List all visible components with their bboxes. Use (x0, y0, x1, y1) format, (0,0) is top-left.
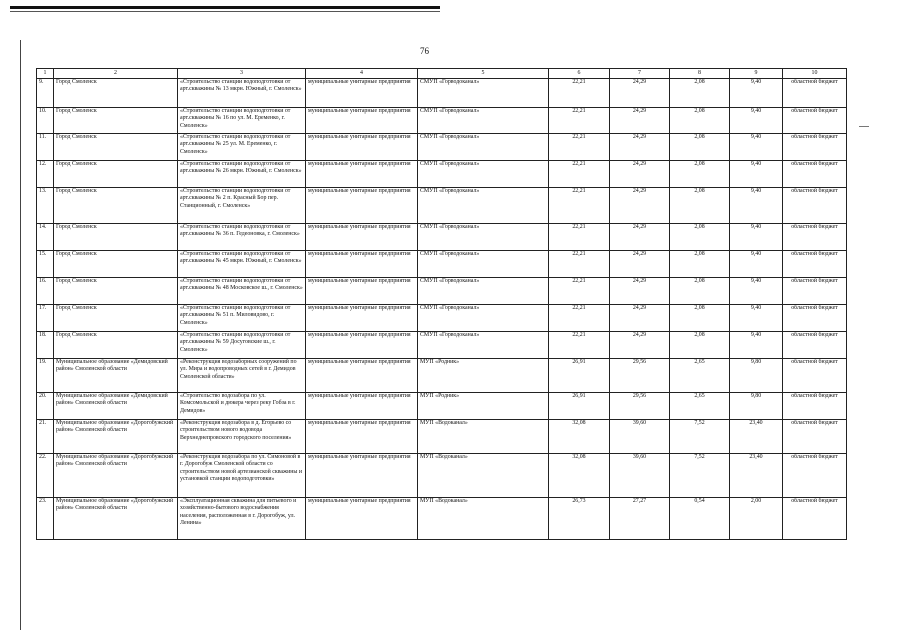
row-number: 11. (37, 134, 54, 161)
row-number: 16. (37, 278, 54, 305)
value-cell-7: 27,27 (610, 498, 670, 540)
object-cell: «Строительство станции водоподготовки от арт.скважины № 25 ул. М. Еременко, г. Смоленск» (178, 134, 306, 161)
value-cell-7: 24,29 (610, 108, 670, 134)
territory-cell: Муниципальное образование «Демидовский район» Смоленской области (54, 359, 178, 393)
territory-cell: Город Смоленск (54, 251, 178, 278)
header-cell: 4 (306, 69, 418, 79)
value-cell-9: 23,40 (730, 454, 783, 498)
header-row (37, 69, 847, 79)
territory-cell: Город Смоленск (54, 332, 178, 359)
value-cell-6: 22,21 (549, 134, 610, 161)
binding-line (20, 40, 21, 630)
org-type-cell: муниципальные унитарные предприятия (306, 332, 418, 359)
value-cell-9: 9,40 (730, 79, 783, 108)
org-type-cell: муниципальные унитарные предприятия (306, 188, 418, 224)
object-cell: «Строительство станции водоподготовки от арт.скважины № 48 Московское ш., г. Смоленск» (178, 278, 306, 305)
territory-cell: Муниципальное образование «Дорогобужский район» Смоленской области (54, 420, 178, 454)
table-row (37, 161, 847, 188)
value-cell-8: 7,52 (670, 420, 730, 454)
territory-cell: Город Смоленск (54, 278, 178, 305)
value-cell-7: 29,56 (610, 359, 670, 393)
value-cell-7: 24,29 (610, 305, 670, 332)
territory-cell: Город Смоленск (54, 134, 178, 161)
organization-cell: СМУП «Горводоканал» (418, 224, 549, 251)
header-cell: 10 (783, 69, 847, 79)
header-cell: 6 (549, 69, 610, 79)
value-cell-9: 9,40 (730, 251, 783, 278)
value-cell-8: 2,08 (670, 188, 730, 224)
org-type-cell: муниципальные унитарные предприятия (306, 454, 418, 498)
territory-cell: Город Смоленск (54, 79, 178, 108)
object-cell: «Реконструкция водозабора в д. Егорьево со строительством нового водовода Верхнеднепровского городского поселения» (178, 420, 306, 454)
territory-cell: Муниципальное образование «Дорогобужский район» Смоленской области (54, 454, 178, 498)
organization-cell: СМУП «Горводоканал» (418, 79, 549, 108)
value-cell-9: 9,40 (730, 134, 783, 161)
organization-cell: МУП «Родник» (418, 359, 549, 393)
table-row (37, 224, 847, 251)
value-cell-8: 2,08 (670, 224, 730, 251)
header-cell: 9 (730, 69, 783, 79)
row-number: 22. (37, 454, 54, 498)
table-row (37, 454, 847, 498)
funding-source-cell: областной бюджет (783, 420, 847, 454)
object-cell: «Реконструкция водозабора по ул. Симоновой в г. Дорогобуж Смоленской области со строительством новой артезианской скважины и установкой станции водоподготовки» (178, 454, 306, 498)
organization-cell: СМУП «Горводоканал» (418, 305, 549, 332)
territory-cell: Город Смоленск (54, 161, 178, 188)
object-cell: «Строительство станции водоподготовки от арт.скважины № 45 мкрн. Южный, г. Смоленск» (178, 251, 306, 278)
table-row (37, 332, 847, 359)
scan-edge-line (10, 11, 440, 12)
object-cell: «Строительство станции водоподготовки от арт.скважины № 36 п. Гедеоновка, г. Смоленск» (178, 224, 306, 251)
funding-source-cell: областной бюджет (783, 359, 847, 393)
territory-cell: Город Смоленск (54, 305, 178, 332)
org-type-cell: муниципальные унитарные предприятия (306, 305, 418, 332)
header-cell: 1 (37, 69, 54, 79)
org-type-cell: муниципальные унитарные предприятия (306, 108, 418, 134)
organization-cell: МУП «Водоканал» (418, 498, 549, 540)
row-number: 14. (37, 224, 54, 251)
page-number: 76 (420, 46, 429, 56)
organization-cell: СМУП «Горводоканал» (418, 251, 549, 278)
value-cell-6: 26,73 (549, 498, 610, 540)
row-number: 21. (37, 420, 54, 454)
value-cell-6: 22,21 (549, 161, 610, 188)
org-type-cell: муниципальные унитарные предприятия (306, 498, 418, 540)
row-number: 15. (37, 251, 54, 278)
table-row (37, 108, 847, 134)
organization-cell: МУП «Родник» (418, 393, 549, 420)
value-cell-8: 2,08 (670, 79, 730, 108)
org-type-cell: муниципальные унитарные предприятия (306, 359, 418, 393)
organization-cell: МУП «Водоканал» (418, 420, 549, 454)
funding-source-cell: областной бюджет (783, 188, 847, 224)
table-row (37, 498, 847, 540)
value-cell-9: 9,80 (730, 393, 783, 420)
row-number: 12. (37, 161, 54, 188)
funding-source-cell: областной бюджет (783, 134, 847, 161)
value-cell-6: 22,21 (549, 224, 610, 251)
row-number: 23. (37, 498, 54, 540)
row-number: 18. (37, 332, 54, 359)
value-cell-7: 24,29 (610, 188, 670, 224)
territory-cell: Город Смоленск (54, 108, 178, 134)
value-cell-6: 22,21 (549, 79, 610, 108)
value-cell-8: 7,52 (670, 454, 730, 498)
value-cell-9: 9,40 (730, 188, 783, 224)
org-type-cell: муниципальные унитарные предприятия (306, 224, 418, 251)
organization-cell: МУП «Водоканал» (418, 454, 549, 498)
org-type-cell: муниципальные унитарные предприятия (306, 393, 418, 420)
table-row (37, 420, 847, 454)
object-cell: «Строительство станции водоподготовки от арт.скважины № 26 мкрн. Южный, г. Смоленск» (178, 161, 306, 188)
funding-source-cell: областной бюджет (783, 454, 847, 498)
table-row (37, 278, 847, 305)
organization-cell: СМУП «Горводоканал» (418, 278, 549, 305)
header-cell: 5 (418, 69, 549, 79)
value-cell-6: 22,21 (549, 251, 610, 278)
value-cell-7: 24,29 (610, 161, 670, 188)
org-type-cell: муниципальные унитарные предприятия (306, 251, 418, 278)
header-cell: 8 (670, 69, 730, 79)
funding-source-cell: областной бюджет (783, 305, 847, 332)
territory-cell: Муниципальное образование «Дорогобужский район» Смоленской области (54, 498, 178, 540)
row-number: 20. (37, 393, 54, 420)
value-cell-8: 0,54 (670, 498, 730, 540)
funding-source-cell: областной бюджет (783, 161, 847, 188)
org-type-cell: муниципальные унитарные предприятия (306, 161, 418, 188)
value-cell-8: 2,08 (670, 251, 730, 278)
object-cell: «Строительство станции водоподготовки от арт.скважины № 13 мкрн. Южный, г. Смоленск» (178, 79, 306, 108)
table-row (37, 393, 847, 420)
table-row (37, 188, 847, 224)
organization-cell: СМУП «Горводоканал» (418, 134, 549, 161)
value-cell-9: 9,80 (730, 359, 783, 393)
value-cell-6: 26,91 (549, 393, 610, 420)
scan-edge-bar (10, 6, 440, 9)
value-cell-7: 29,56 (610, 393, 670, 420)
funding-source-cell: областной бюджет (783, 79, 847, 108)
organization-cell: СМУП «Горводоканал» (418, 108, 549, 134)
object-cell: «Эксплуатационная скважина для питьевого и хозяйственно-бытового водоснабжения населения, расположенная в г. Дорогобуж, ул. Ленина» (178, 498, 306, 540)
value-cell-9: 9,40 (730, 161, 783, 188)
value-cell-8: 2,65 (670, 393, 730, 420)
value-cell-9: 9,40 (730, 305, 783, 332)
value-cell-8: 2,65 (670, 359, 730, 393)
territory-cell: Муниципальное образование «Демидовский район» Смоленской области (54, 393, 178, 420)
value-cell-8: 2,08 (670, 108, 730, 134)
value-cell-6: 32,08 (549, 420, 610, 454)
org-type-cell: муниципальные унитарные предприятия (306, 420, 418, 454)
value-cell-9: 9,40 (730, 108, 783, 134)
header-cell: 2 (54, 69, 178, 79)
value-cell-9: 2,00 (730, 498, 783, 540)
org-type-cell: муниципальные унитарные предприятия (306, 79, 418, 108)
object-cell: «Строительство станции водоподготовки от арт.скважины № 2 п. Красный Бор пер. Станционный, г. Смоленск» (178, 188, 306, 224)
row-number: 13. (37, 188, 54, 224)
object-cell: «Строительство станции водоподготовки от арт.скважины № 59 Досуговские ш., г. Смоленск» (178, 332, 306, 359)
value-cell-7: 39,60 (610, 454, 670, 498)
value-cell-8: 2,08 (670, 161, 730, 188)
object-cell: «Реконструкция водозаборных сооружений по ул. Мира и водопроводных сетей в г. Демидов Смоленской области» (178, 359, 306, 393)
territory-cell: Город Смоленск (54, 224, 178, 251)
header-cell: 3 (178, 69, 306, 79)
value-cell-7: 24,29 (610, 278, 670, 305)
value-cell-6: 22,21 (549, 278, 610, 305)
value-cell-9: 9,40 (730, 224, 783, 251)
funding-source-cell: областной бюджет (783, 108, 847, 134)
value-cell-9: 23,40 (730, 420, 783, 454)
funding-source-cell: областной бюджет (783, 251, 847, 278)
value-cell-6: 22,21 (549, 332, 610, 359)
table-row (37, 251, 847, 278)
table-row (37, 359, 847, 393)
value-cell-6: 26,91 (549, 359, 610, 393)
org-type-cell: муниципальные унитарные предприятия (306, 134, 418, 161)
value-cell-7: 24,29 (610, 332, 670, 359)
value-cell-7: 24,29 (610, 134, 670, 161)
funding-source-cell: областной бюджет (783, 224, 847, 251)
row-number: 9. (37, 79, 54, 108)
table-row (37, 305, 847, 332)
value-cell-6: 22,21 (549, 305, 610, 332)
value-cell-7: 24,29 (610, 251, 670, 278)
header-cell: 7 (610, 69, 670, 79)
margin-mark (859, 126, 869, 127)
value-cell-6: 32,08 (549, 454, 610, 498)
value-cell-9: 9,40 (730, 332, 783, 359)
register-table (36, 68, 847, 540)
value-cell-8: 2,08 (670, 305, 730, 332)
object-cell: «Строительство станции водоподготовки от арт.скважины № 51 п. Миловидово, г. Смоленск» (178, 305, 306, 332)
value-cell-8: 2,08 (670, 332, 730, 359)
territory-cell: Город Смоленск (54, 188, 178, 224)
funding-source-cell: областной бюджет (783, 498, 847, 540)
object-cell: «Строительство водозабора по ул. Комсомольской и дюкера через реку Гобза в г. Демидов» (178, 393, 306, 420)
table-row (37, 79, 847, 108)
org-type-cell: муниципальные унитарные предприятия (306, 278, 418, 305)
table-row (37, 134, 847, 161)
organization-cell: СМУП «Горводоканал» (418, 188, 549, 224)
row-number: 17. (37, 305, 54, 332)
value-cell-6: 22,21 (549, 188, 610, 224)
organization-cell: СМУП «Горводоканал» (418, 161, 549, 188)
funding-source-cell: областной бюджет (783, 278, 847, 305)
value-cell-8: 2,08 (670, 134, 730, 161)
row-number: 19. (37, 359, 54, 393)
funding-source-cell: областной бюджет (783, 393, 847, 420)
object-cell: «Строительство станции водоподготовки от арт.скважины № 16 по ул. М. Еременко, г. Смоленск» (178, 108, 306, 134)
funding-source-cell: областной бюджет (783, 332, 847, 359)
row-number: 10. (37, 108, 54, 134)
value-cell-6: 22,21 (549, 108, 610, 134)
value-cell-7: 24,29 (610, 224, 670, 251)
value-cell-8: 2,08 (670, 278, 730, 305)
value-cell-7: 39,60 (610, 420, 670, 454)
value-cell-7: 24,29 (610, 79, 670, 108)
organization-cell: СМУП «Горводоканал» (418, 332, 549, 359)
value-cell-9: 9,40 (730, 278, 783, 305)
